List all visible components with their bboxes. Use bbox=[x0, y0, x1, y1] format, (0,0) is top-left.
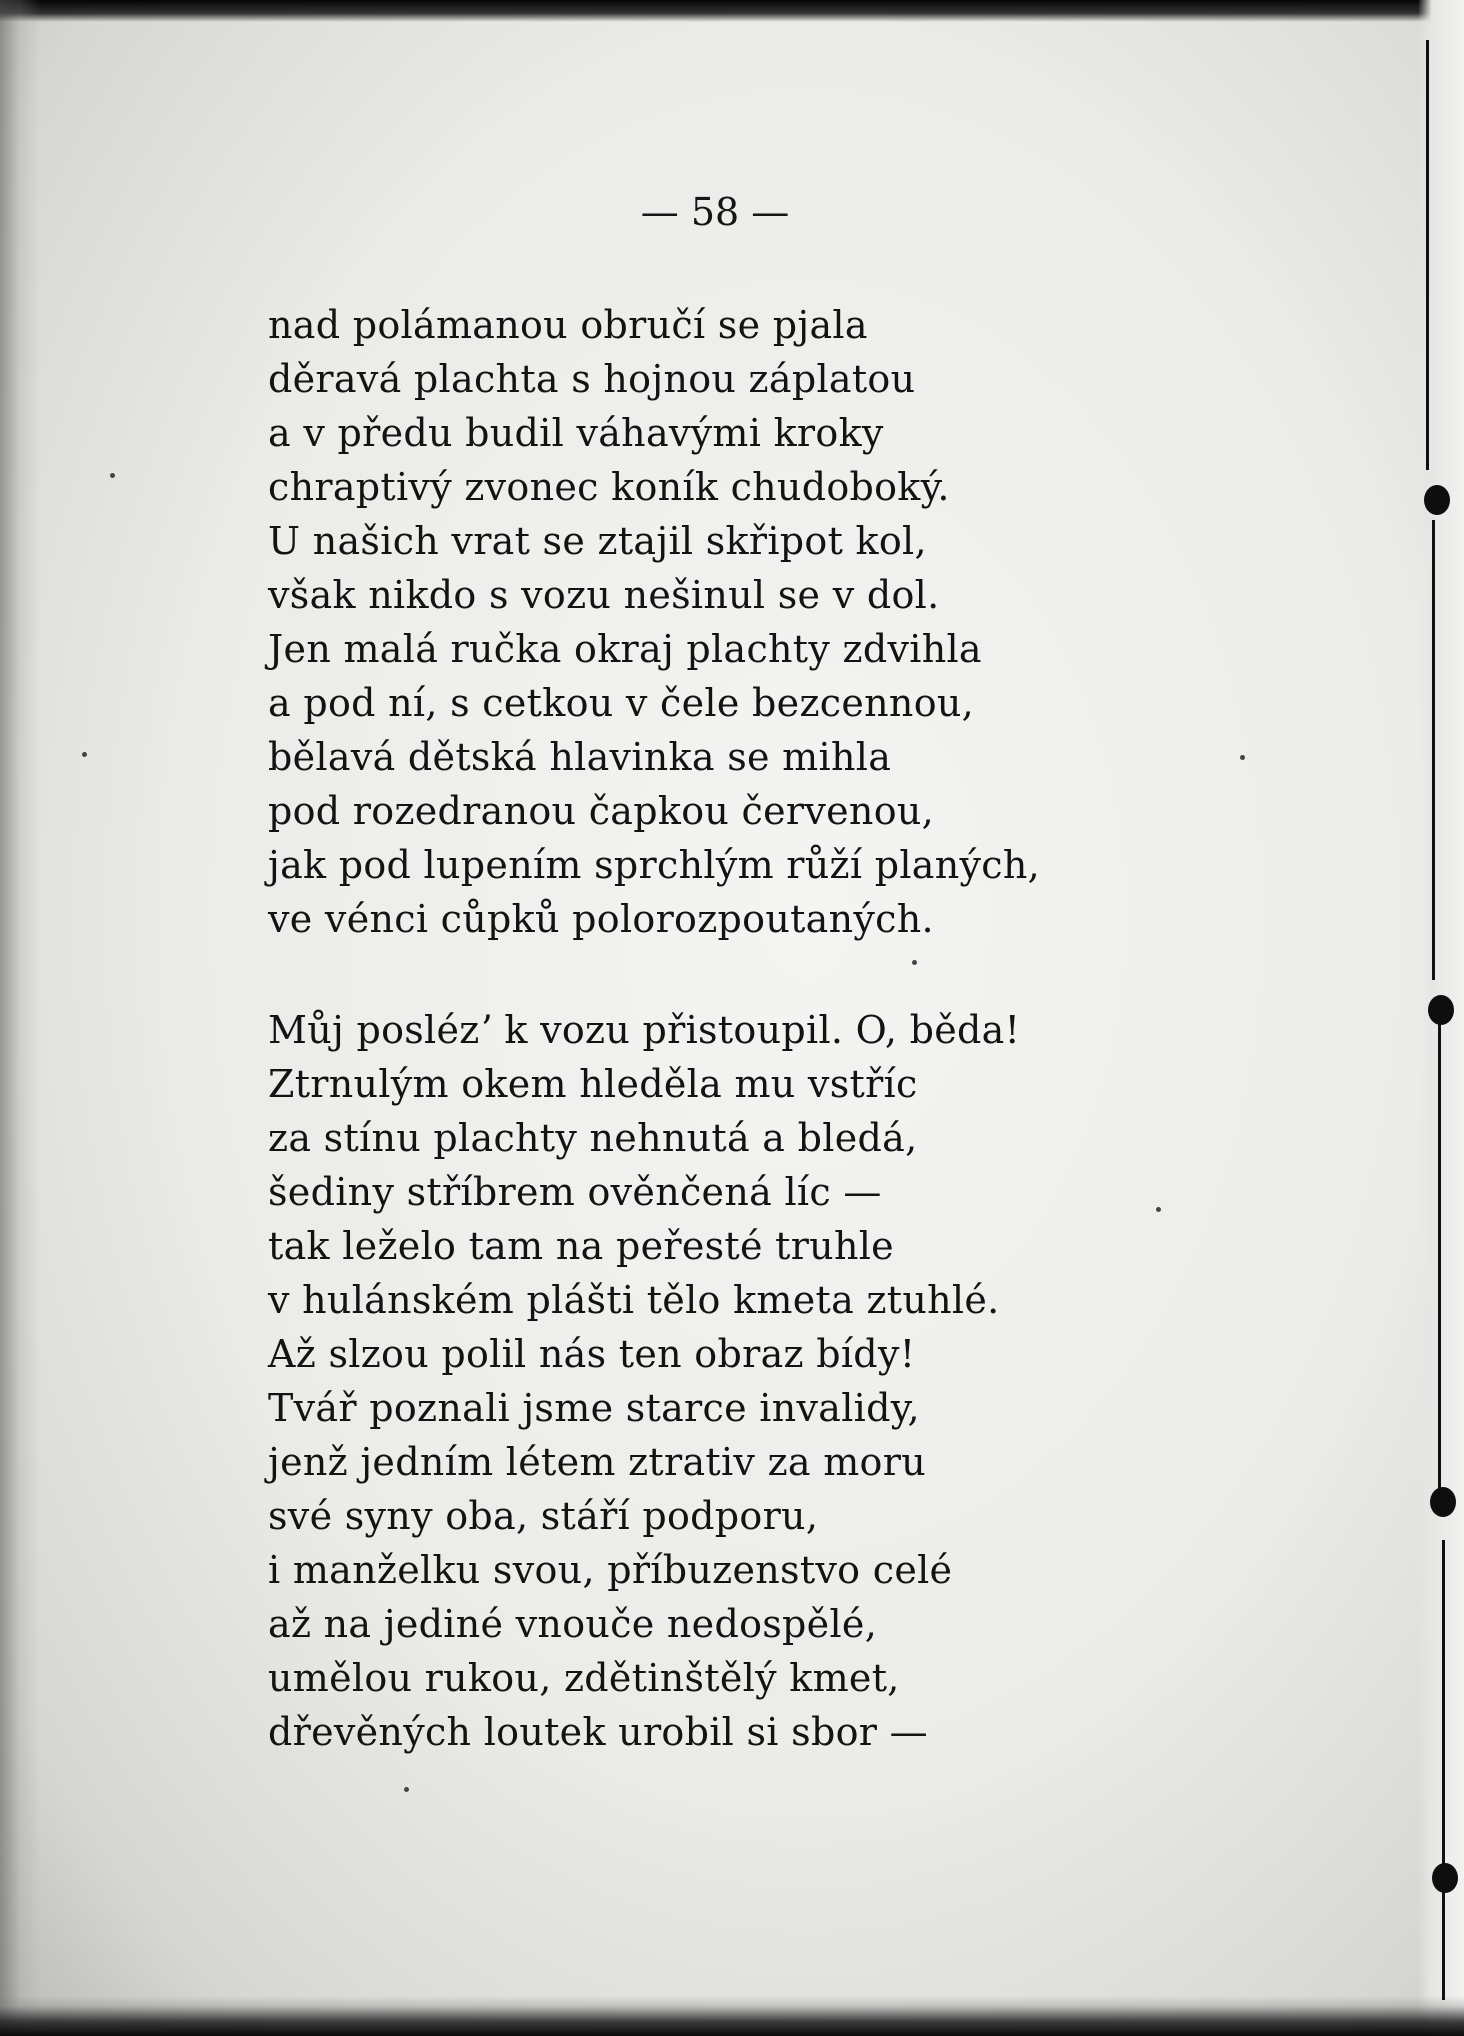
verse-line: za stínu plachty nehnutá a bledá, bbox=[268, 1116, 918, 1160]
verse-line: šediny stříbrem ověnčená líc — bbox=[268, 1170, 882, 1214]
poem-stanza-2 bbox=[268, 1003, 1398, 1759]
verse-line: Můj poslézʼ k vozu přistoupil. O, běda! bbox=[268, 1008, 1021, 1052]
verse-line: umělou rukou, zdětinštělý kmet, bbox=[268, 1656, 900, 1700]
binding-hole-1 bbox=[1424, 485, 1450, 515]
binding-hole-3 bbox=[1430, 1487, 1456, 1517]
scan-speck bbox=[82, 752, 87, 757]
page-number: — 58 — bbox=[640, 190, 790, 234]
binding-rule-lower bbox=[1438, 1020, 1441, 1500]
verse-line: jak pod lupením sprchlým růží planých, bbox=[268, 843, 1041, 887]
scan-speck bbox=[110, 473, 115, 478]
verse-line: dřevěných loutek urobil si sbor — bbox=[268, 1710, 928, 1754]
verse-line: bělavá dětská hlavinka se mihla bbox=[268, 735, 892, 779]
verse-line: v hulánském plášti tělo kmeta ztuhlé. bbox=[268, 1278, 1000, 1322]
binding-rule-top bbox=[1426, 40, 1429, 470]
verse-line: Ztrnulým okem hleděla mu vstříc bbox=[268, 1062, 918, 1106]
verse-line: Jen malá ručka okraj plachty zdvihla bbox=[268, 627, 982, 671]
verse-line: U našich vrat se ztajil skřipot kol, bbox=[268, 519, 927, 563]
scan-speck bbox=[404, 1787, 409, 1792]
verse-line: však nikdo s vozu nešinul se v dol. bbox=[268, 573, 940, 617]
verse-line: nad polámanou obručí se pjala bbox=[268, 303, 868, 347]
verse-line: ve vénci cůpků polorozpoutaných. bbox=[268, 897, 934, 941]
binding-hole-2 bbox=[1428, 995, 1454, 1025]
verse-line: až na jediné vnouče nedospělé, bbox=[268, 1602, 878, 1646]
verse-line: děravá plachta s hojnou záplatou bbox=[268, 357, 916, 401]
verse-line: a pod ní, s cetkou v čele bezcennou, bbox=[268, 681, 975, 725]
scan-speck bbox=[912, 960, 917, 965]
verse-line: Tvář poznali jsme starce invalidy, bbox=[268, 1386, 920, 1430]
scan-left-edge bbox=[0, 0, 40, 2036]
verse-line: tak leželo tam na peřesté truhle bbox=[268, 1224, 894, 1268]
verse-line: i manželku svou, příbuzenstvo celé bbox=[268, 1548, 953, 1592]
verse-line: Až slzou polil nás ten obraz bídy! bbox=[268, 1332, 916, 1376]
scan-bottom-edge bbox=[0, 1996, 1464, 2036]
binding-hole-4 bbox=[1432, 1863, 1458, 1893]
verse-line: chraptivý zvonec koník chudoboký. bbox=[268, 465, 950, 509]
verse-line: své syny oba, stáří podporu, bbox=[268, 1494, 819, 1538]
verse-line: pod rozedranou čapkou červenou, bbox=[268, 789, 935, 833]
scan-top-edge bbox=[0, 0, 1464, 22]
verse-line: jenž jedním létem ztrativ za moru bbox=[268, 1440, 926, 1484]
binding-rule-middle bbox=[1432, 520, 1435, 980]
binding-rule-bottom bbox=[1442, 1540, 1445, 2000]
verse-line: a v předu budil váhavými kroky bbox=[268, 411, 884, 455]
poem-stanza-1 bbox=[268, 298, 1398, 946]
